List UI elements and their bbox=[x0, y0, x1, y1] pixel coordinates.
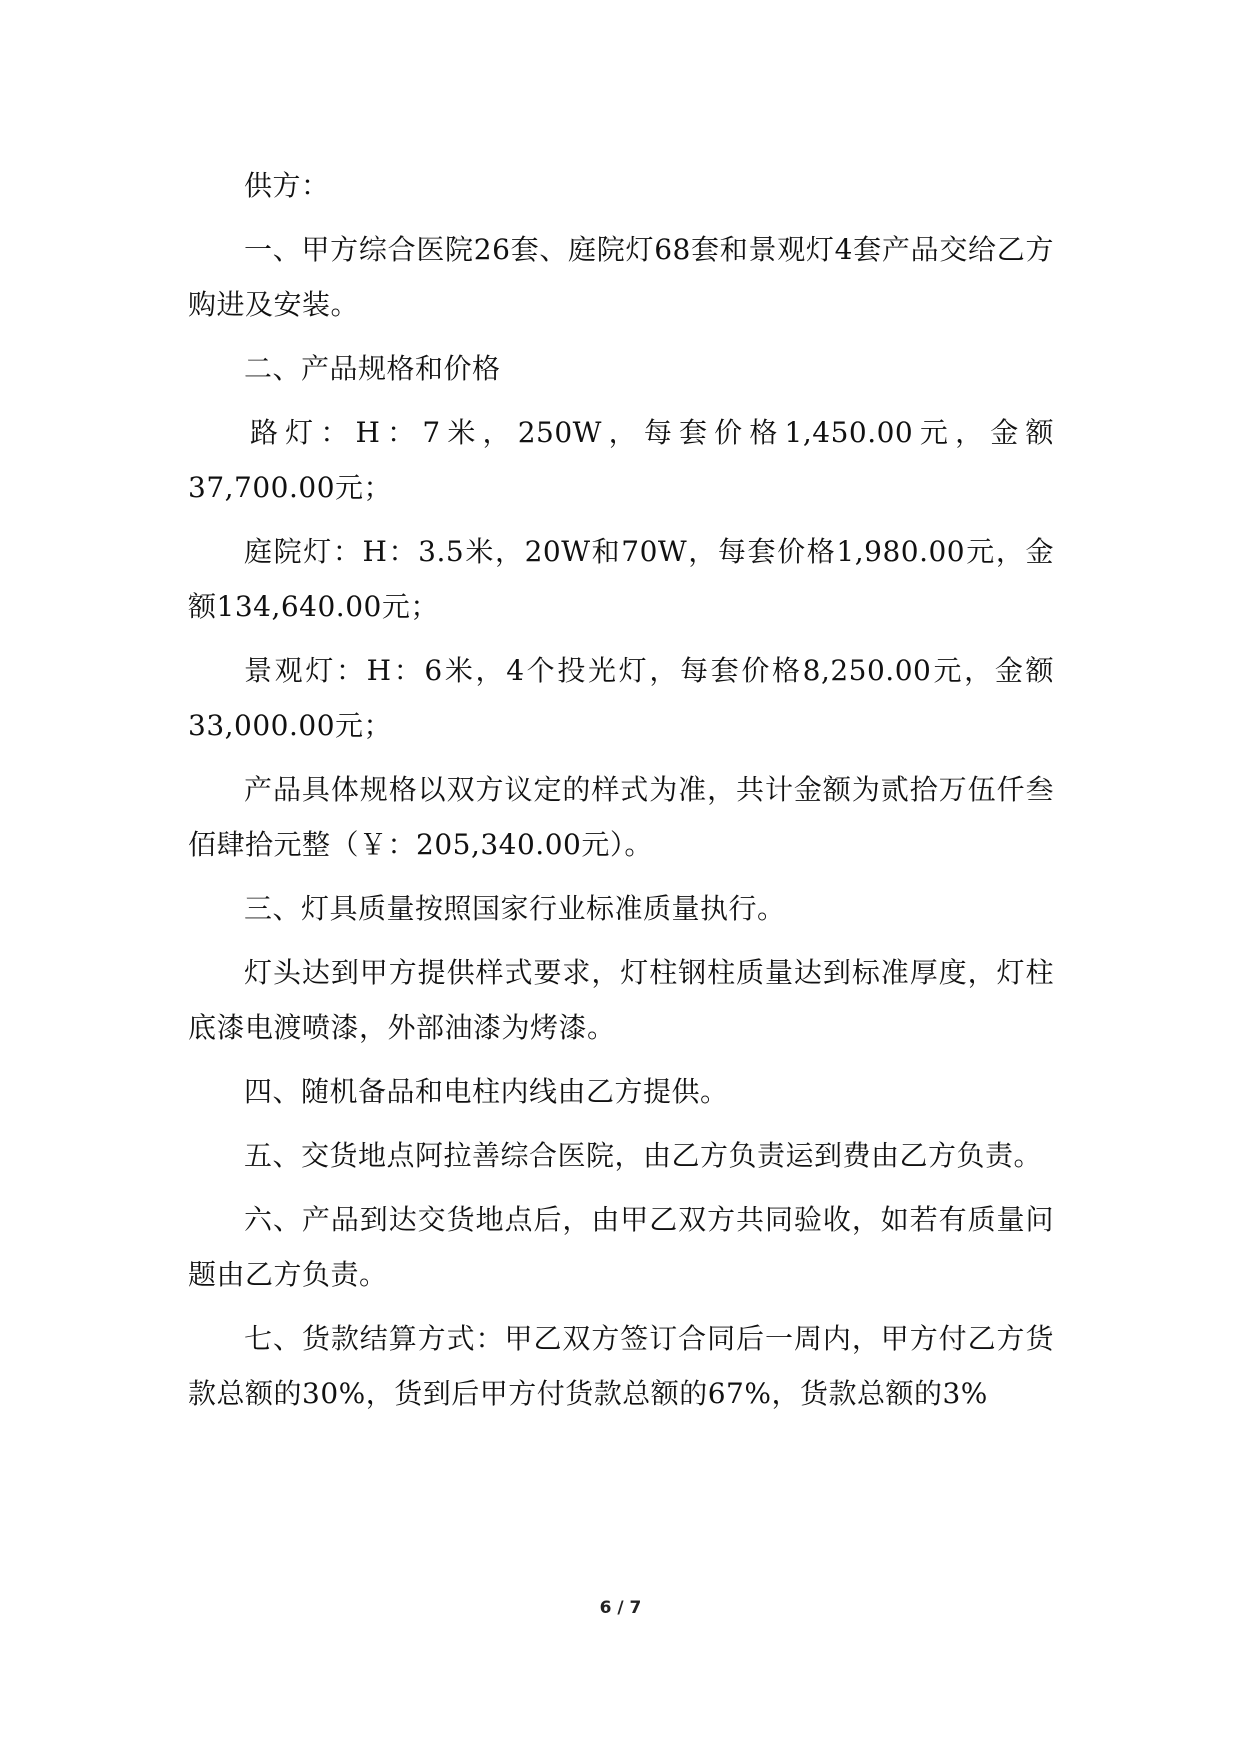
paragraph-total-amount: 产品具体规格以双方议定的样式为准，共计金额为贰拾万伍仟叁佰肆拾元整（￥：205,340.00元）。 bbox=[188, 773, 1054, 861]
paragraph-street-light-spec: 路灯：H：7米，250W，每套价格1,450.00元，金额37,700.00元； bbox=[188, 416, 1054, 504]
paragraph-clause-5: 五、交货地点阿拉善综合医院，由乙方负责运到费由乙方负责。 bbox=[244, 1139, 1043, 1172]
paragraph-clause-4: 四、随机备品和电柱内线由乙方提供。 bbox=[244, 1075, 729, 1108]
paragraph-landscape-light-spec: 景观灯：H：6米，4个投光灯，每套价格8,250.00元，金额33,000.00元； bbox=[188, 654, 1054, 742]
document-body bbox=[188, 158, 1054, 1430]
paragraph-clause-3: 三、灯具质量按照国家行业标准质量执行。 bbox=[244, 892, 786, 925]
paragraph-quality-details: 灯头达到甲方提供样式要求，灯柱钢柱质量达到标准厚度，灯柱底漆电渡喷漆，外部油漆为烤漆。 bbox=[188, 956, 1054, 1044]
paragraph-clause-6: 六、产品到达交货地点后，由甲乙双方共同验收，如若有质量问题由乙方负责。 bbox=[188, 1203, 1054, 1291]
paragraph-supplier: 供方： bbox=[244, 169, 330, 202]
paragraph-clause-1: 一、甲方综合医院26套、庭院灯68套和景观灯4套产品交给乙方购进及安装。 bbox=[188, 233, 1054, 321]
paragraph-clause-2-heading: 二、产品规格和价格 bbox=[244, 352, 501, 385]
paragraph-clause-7: 七、货款结算方式：甲乙双方签订合同后一周内，甲方付乙方货款总额的30%，货到后甲方付货款总额的67%，货款总额的3% bbox=[188, 1322, 1054, 1410]
page-number: 6 / 7 bbox=[599, 1598, 642, 1618]
paragraph-courtyard-light-spec: 庭院灯：H：3.5米，20W和70W，每套价格1,980.00元，金额134,640.00元； bbox=[188, 535, 1054, 623]
